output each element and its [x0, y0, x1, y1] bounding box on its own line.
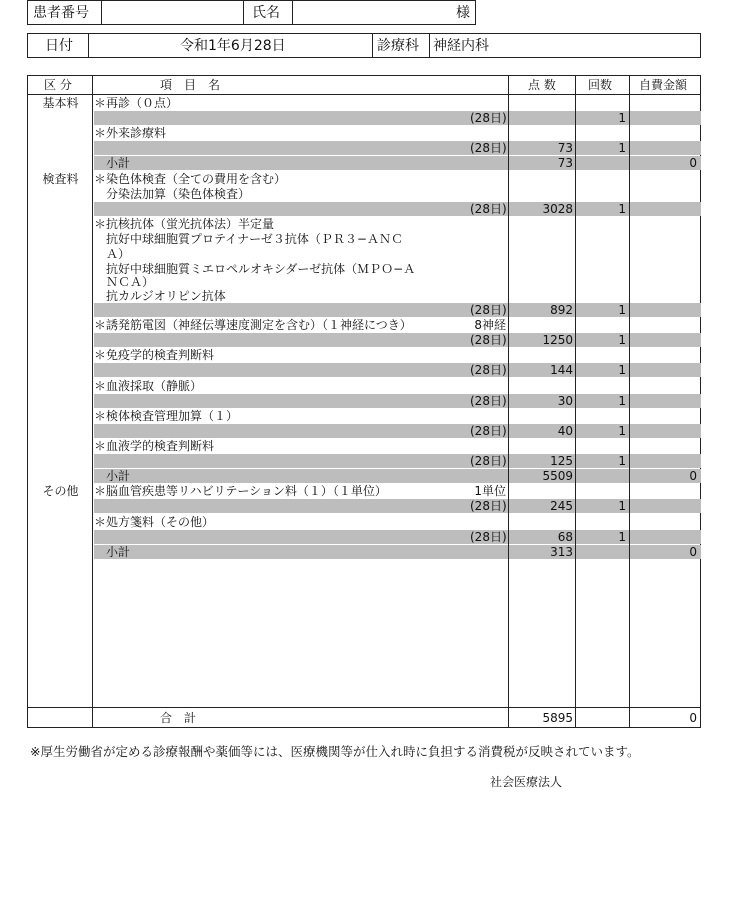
item-name: Ａ） [106, 247, 131, 261]
divider [292, 0, 293, 25]
item-day: (28日) [470, 333, 507, 347]
item-unit: 1単位 [474, 484, 506, 498]
item-name: 処方箋料（その他） [106, 515, 215, 529]
item-marker: ＊ [94, 439, 107, 453]
item-marker: ＊ [94, 96, 107, 110]
item-points: 40 [557, 424, 573, 438]
column-divider [575, 75, 576, 728]
item-name: 染色体検査（全ての費用を含む） [106, 172, 287, 186]
department-label: 診療科 [377, 38, 419, 54]
item-marker: ＊ [94, 126, 107, 140]
item-points: 68 [557, 530, 573, 544]
item-name: 免疫学的検査判断料 [106, 348, 215, 362]
item-name: 脳血管疾患等リハビリテーション料（１）（１単位） [106, 484, 387, 498]
item-points: 1250 [542, 333, 573, 347]
subtotal-fee: 0 [689, 469, 697, 483]
issuer-name: 社会医療法人 [490, 775, 563, 789]
item-points: 125 [550, 454, 573, 468]
item-points: 245 [550, 499, 573, 513]
item-day: (28日) [470, 141, 507, 155]
item-points: 144 [550, 363, 573, 377]
item-marker: ＊ [94, 484, 107, 498]
item-points: 3028 [542, 202, 573, 216]
column-header-points: 点 数 [528, 78, 556, 92]
item-day: (28日) [470, 394, 507, 408]
total-label: 合 計 [160, 711, 197, 725]
item-count: 1 [618, 394, 626, 408]
divider [88, 33, 89, 58]
item-marker: ＊ [94, 217, 107, 231]
item-day: (28日) [470, 202, 507, 216]
item-day: (28日) [470, 530, 507, 544]
date-dept-box [27, 33, 701, 58]
item-count: 1 [618, 530, 626, 544]
item-count: 1 [618, 424, 626, 438]
item-marker: ＊ [94, 348, 107, 362]
column-divider [629, 75, 630, 728]
item-name: 抗カルジオリピン抗体 [106, 289, 226, 303]
subtotal-band [94, 156, 701, 170]
patient-number-label: 患者番号 [33, 5, 89, 21]
item-name: 抗好中球細胞質ミエロペルオキシダーゼ抗体（ＭＰＯ−Ａ [106, 262, 416, 276]
subtotal-band [94, 545, 701, 559]
divider [243, 0, 244, 25]
subtotal-points: 313 [550, 545, 573, 559]
subtotal-fee: 0 [689, 156, 697, 170]
subtotal-label: 小計 [106, 156, 131, 170]
column-header-item: 項 目 名 [160, 78, 221, 92]
item-name: 血液採取（静脈） [106, 379, 203, 393]
item-name: 抗核抗体（蛍光抗体法）半定量 [106, 217, 275, 231]
item-count: 1 [618, 454, 626, 468]
total-separator [27, 707, 701, 708]
item-count: 1 [618, 499, 626, 513]
item-name: ＮＣＡ） [106, 275, 155, 289]
item-name: 血液学的検査判断料 [106, 439, 215, 453]
item-count: 1 [618, 333, 626, 347]
item-points: 30 [557, 394, 573, 408]
item-count: 1 [618, 202, 626, 216]
column-header-count: 回数 [588, 78, 613, 92]
divider [429, 33, 430, 58]
divider [372, 33, 373, 58]
item-day: (28日) [470, 363, 507, 377]
category-test: 検査料 [42, 172, 79, 186]
item-count: 1 [618, 363, 626, 377]
total-fee: 0 [689, 711, 697, 725]
header-separator [27, 94, 701, 95]
item-name: 誘発筋電図（神経伝導速度測定を含む）（１神経につき） [106, 318, 412, 332]
item-name: 抗好中球細胞質プロテイナーゼ３抗体（ＰＲ３−ＡＮＣ [106, 232, 403, 246]
item-marker: ＊ [94, 515, 107, 529]
category-other: その他 [42, 484, 79, 498]
item-marker: ＊ [94, 172, 107, 186]
item-marker: ＊ [94, 409, 107, 423]
column-header-self-pay: 自費金額 [639, 78, 688, 92]
item-name: 検体検査管理加算（１） [106, 409, 239, 423]
date-value: 令和1年6月28日 [180, 38, 286, 54]
total-points: 5895 [542, 711, 573, 725]
name-honorific: 様 [456, 5, 470, 21]
department-value: 神経内科 [433, 38, 489, 54]
divider [101, 0, 102, 25]
date-label: 日付 [45, 38, 73, 54]
item-day: (28日) [470, 454, 507, 468]
subtotal-label: 小計 [106, 469, 131, 483]
name-label: 氏名 [252, 5, 280, 21]
item-count: 1 [618, 141, 626, 155]
item-unit: 8神経 [474, 318, 506, 332]
item-points: 73 [557, 141, 573, 155]
tax-note: ※厚生労働省が定める診療報酬や薬価等には、医療機関等が仕入れ時に負担する消費税が反映されています。 [30, 744, 640, 759]
subtotal-points: 5509 [542, 469, 573, 483]
item-day: (28日) [470, 424, 507, 438]
item-marker: ＊ [94, 318, 107, 332]
item-points: 892 [550, 303, 573, 317]
item-name: 外来診療料 [106, 126, 167, 140]
item-name: 分染法加算（染色体検査） [106, 187, 251, 201]
item-count: 1 [618, 303, 626, 317]
subtotal-band [94, 469, 701, 483]
subtotal-fee: 0 [689, 545, 697, 559]
subtotal-label: 小計 [106, 545, 131, 559]
item-count: 1 [618, 111, 626, 125]
column-header-category: 区 分 [44, 78, 72, 92]
category-basic: 基本料 [42, 96, 79, 110]
item-day: (28日) [470, 111, 507, 125]
subtotal-points: 73 [557, 156, 573, 170]
item-marker: ＊ [94, 379, 107, 393]
item-name: 再診（０点） [106, 96, 179, 110]
item-day: (28日) [470, 499, 507, 513]
item-day: (28日) [470, 303, 507, 317]
